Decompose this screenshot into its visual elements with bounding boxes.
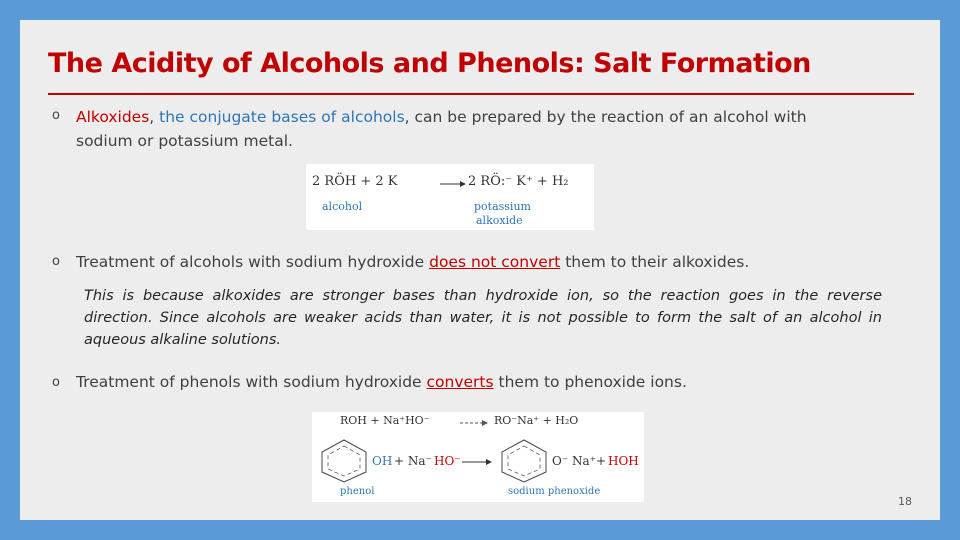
equilibrium-arrow-icon <box>460 420 488 428</box>
slide-title: The Acidity of Alcohols and Phenols: Salt Formation <box>48 48 811 79</box>
alkoxides-term: Alkoxides <box>76 108 150 126</box>
benzene-ring-icon <box>318 438 370 484</box>
phenoxide-reaction-image: ROH + Na⁺HO⁻ RO⁻Na⁺ + H₂O OH + Na⁻ HO⁻ O⁻ Na⁺ + HOH phenol sodium phenoxide <box>312 412 644 502</box>
bullet-marker: o <box>52 375 60 390</box>
alkoxide-reaction-image: 2 RÖH + 2 K 2 RÖ:⁻ K⁺ + H₂ alcohol potassium alkoxide <box>306 164 594 230</box>
reaction-arrow-icon <box>462 458 492 466</box>
explanation-note: This is because alkoxides are stronger bases than hydroxide ion, so the reaction goes in the reverse direction. Since alcohols are weaker acids than water, it is not possible to form the salt of an alcohol in aqueous alkaline solutions. <box>84 288 882 348</box>
converts-phrase: converts <box>426 373 494 391</box>
slide <box>20 20 940 520</box>
bullet-marker: o <box>52 108 60 123</box>
bullet-alcohols-hydroxide: Treatment of alcohols with sodium hydroxide does not convert them to their alkoxides. <box>76 253 750 271</box>
bullet-alkoxides: Alkoxides, the conjugate bases of alcohols, can be prepared by the reaction of an alcohol with sodium or potassium metal. <box>76 108 807 150</box>
title-underline <box>48 93 914 95</box>
benzene-ring-icon <box>498 438 550 484</box>
bullet-phenols-hydroxide: Treatment of phenols with sodium hydroxide converts them to phenoxide ions. <box>76 373 687 391</box>
does-not-convert-phrase: does not convert <box>429 253 561 271</box>
conjugate-bases-phrase: the conjugate bases of alcohols <box>159 108 405 126</box>
page-number: 18 <box>898 495 912 508</box>
bullet-marker: o <box>52 254 60 269</box>
reaction-arrow-icon <box>440 180 466 188</box>
